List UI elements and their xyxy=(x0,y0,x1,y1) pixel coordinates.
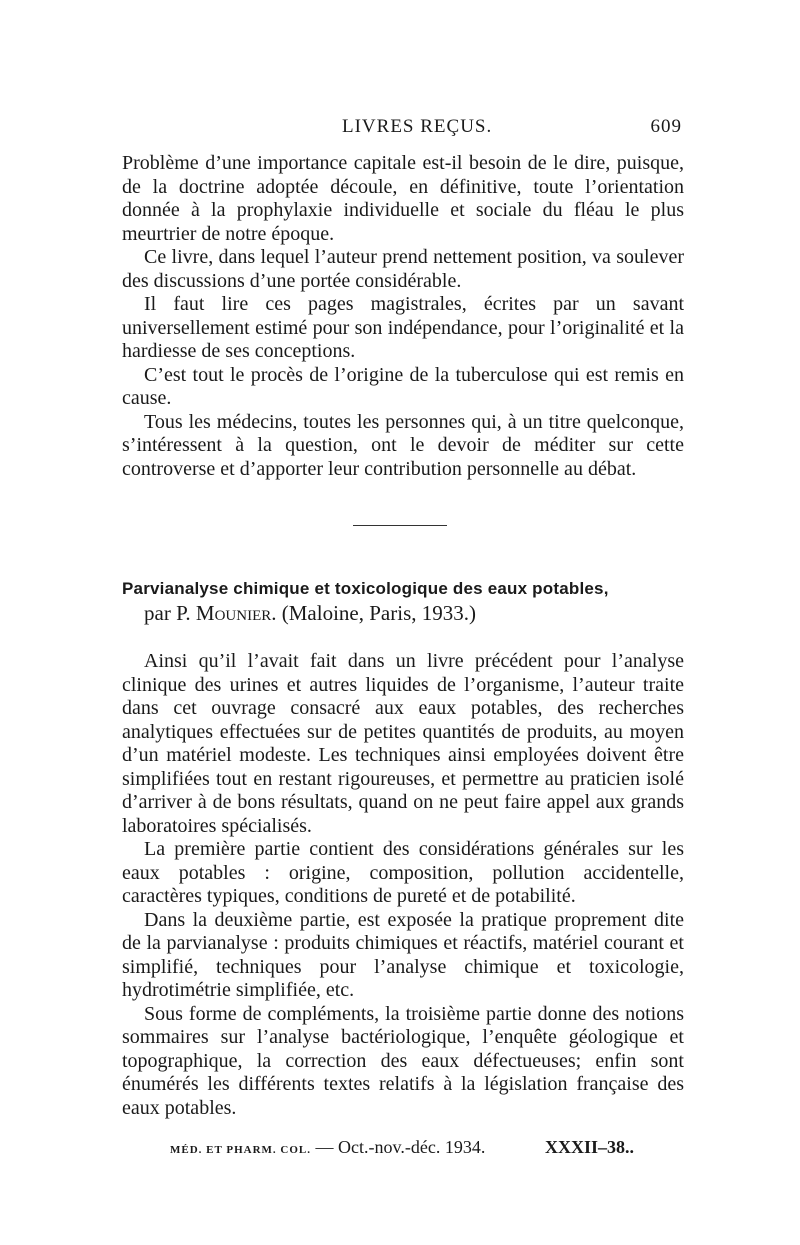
paragraph: Il faut lire ces pages magistrales, écrites par un savant universellement estimé pour son indépendance, pour l’originalité et la hardiesse de ses conceptions. xyxy=(122,293,684,362)
paragraph: Problème d’une importance capitale est-il besoin de le dire, puisque, de la doctrine adoptée découle, en définitive, toute l’orientation donnée à la prophylaxie individuelle et sociale du fléau le plus meurtrier de notre époque. xyxy=(122,152,684,245)
publisher-info: (Maloine, Paris, 1933.) xyxy=(281,601,476,625)
running-header xyxy=(122,116,682,142)
review-byline xyxy=(144,600,684,626)
paragraph: Sous forme de compléments, la troisième partie donne des notions sommaires sur l’analyse bactériologique, l’enquête géologique et topographique, la correction des eaux défectueuses; enfin sont énumérés les différents textes relatifs à la législation française des eaux potables. xyxy=(122,1002,684,1119)
page-footer xyxy=(170,1137,650,1161)
review-title: Parvianalyse chimique et toxicologique des eaux potables, xyxy=(122,579,609,598)
page-number: 609 xyxy=(650,116,682,137)
byline-prefix: par P. xyxy=(144,601,191,625)
paragraph: Dans la deuxième partie, est exposée la pratique proprement dite de la parvianalyse : produits chimiques et réactifs, matériel courant et simplifié, techniques pour l’analyse chimique et toxicologie, hydrotimétrie simplifiée, etc. xyxy=(122,908,684,1001)
review-text xyxy=(122,650,684,1120)
paragraph: La première partie contient des considérations générales sur les eaux potables : origine, composition, pollution accidentelle, caractères typiques, conditions de pureté et de potabilité. xyxy=(122,838,684,907)
previous-review-text xyxy=(122,152,684,481)
author-name: Mounier. xyxy=(195,601,277,625)
signature-mark: XXXII–38.. xyxy=(545,1137,635,1157)
running-title: LIVRES REÇUS. xyxy=(342,116,493,137)
journal-name: MÉD. ET PHARM. COL. xyxy=(170,1144,312,1156)
paragraph: Tous les médecins, toutes les personnes qui, à un titre quelconque, s’intéressent à la question, ont le devoir de méditer sur cette controverse et d’apporter leur contribution personnelle au débat. xyxy=(122,410,684,480)
paragraph: Ce livre, dans lequel l’auteur prend nettement position, va soulever des discussions d’une portée considérable. xyxy=(122,246,684,292)
paragraph: C’est tout le procès de l’origine de la tuberculose qui est remis en cause. xyxy=(122,363,684,409)
issue-date: — Oct.-nov.-déc. 1934. xyxy=(315,1137,486,1157)
paragraph: Ainsi qu’il l’avait fait dans un livre précédent pour l’analyse clinique des urines et autres liquides de l’organisme, l’auteur traite dans cet ouvrage consacré aux eaux potables, des recherches analytiques effectuées sur de petites quantités de produits, au moyen d’un matériel modeste. Les techniques ainsi employées doivent être simplifiées tout en restant rigoureuses, et permettre au praticien isolé d’arriver à de bons résultats, quand on ne peut faire appel aux grands laboratoires spécialisés. xyxy=(122,650,684,837)
section-divider xyxy=(353,525,447,526)
